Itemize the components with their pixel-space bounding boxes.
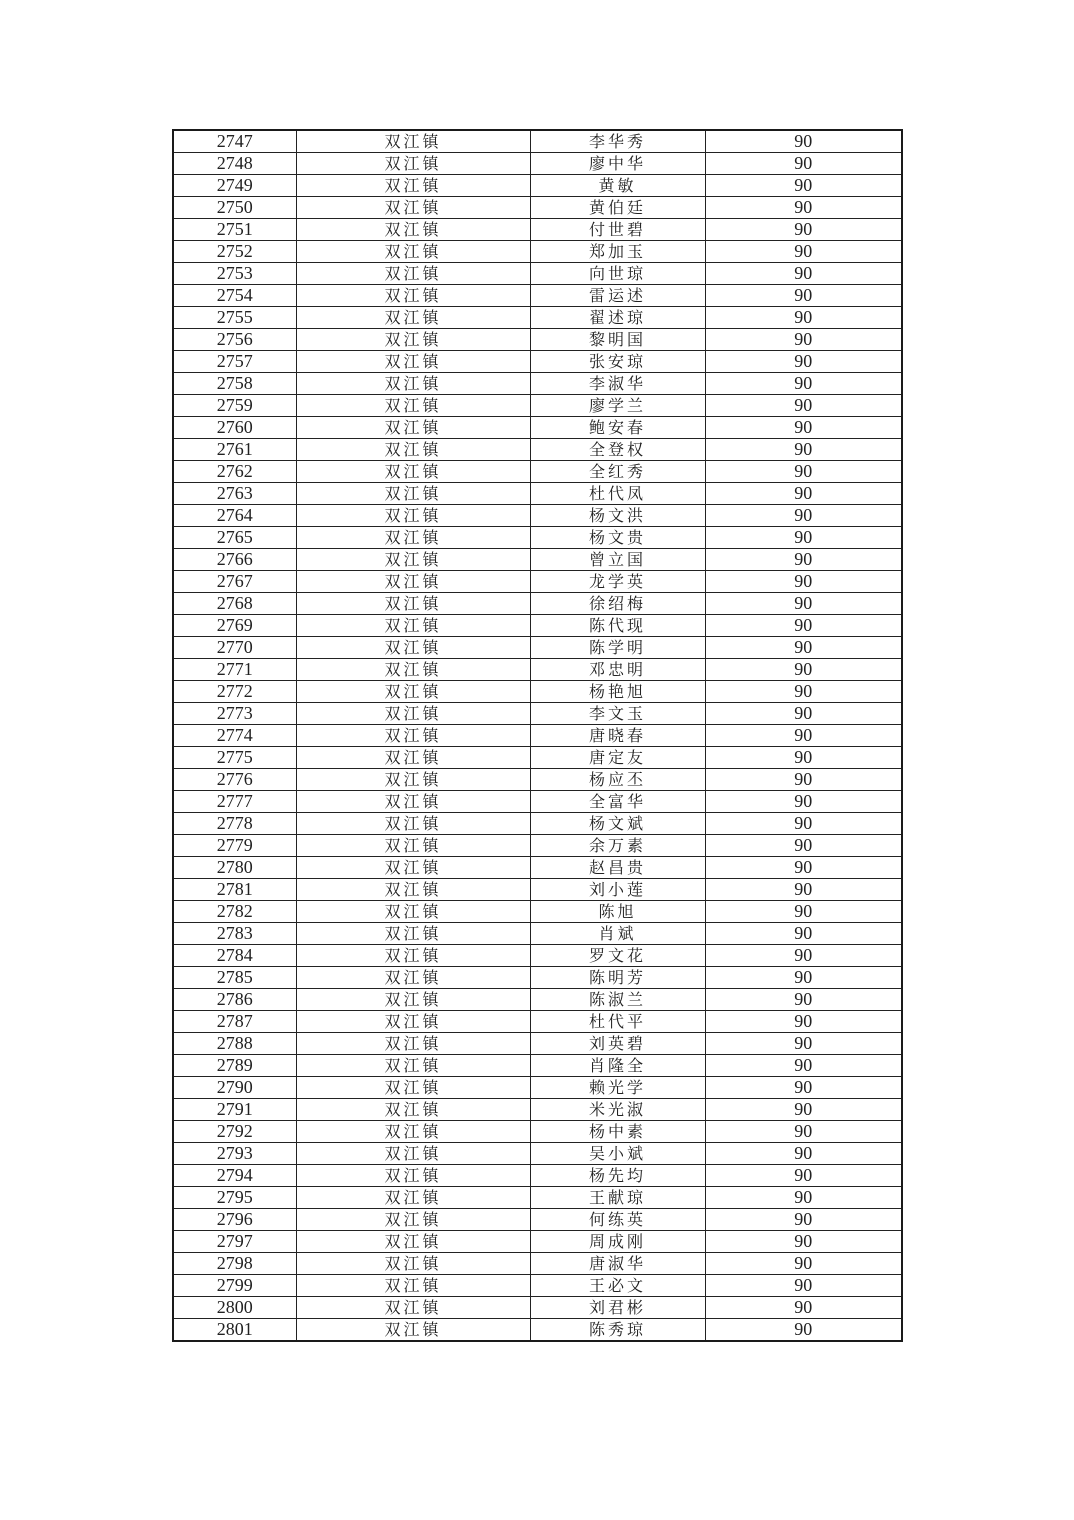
score-cell: 90 [705, 549, 902, 571]
row-number-cell: 2773 [173, 703, 296, 725]
row-number-cell: 2786 [173, 989, 296, 1011]
row-number-cell: 2797 [173, 1231, 296, 1253]
table-row [173, 1209, 902, 1231]
person-name-cell: 郑加玉 [530, 241, 705, 263]
table-row [173, 1165, 902, 1187]
town-cell: 双江镇 [296, 417, 530, 439]
table-row [173, 615, 902, 637]
town-cell: 双江镇 [296, 1253, 530, 1275]
score-cell: 90 [705, 285, 902, 307]
table-row [173, 637, 902, 659]
row-number-cell: 2793 [173, 1143, 296, 1165]
town-cell: 双江镇 [296, 307, 530, 329]
table-row [173, 1253, 902, 1275]
table-row [173, 593, 902, 615]
row-number-cell: 2789 [173, 1055, 296, 1077]
row-number-cell: 2775 [173, 747, 296, 769]
town-cell: 双江镇 [296, 989, 530, 1011]
row-number-cell: 2784 [173, 945, 296, 967]
row-number-cell: 2770 [173, 637, 296, 659]
town-cell: 双江镇 [296, 1165, 530, 1187]
table-row [173, 329, 902, 351]
score-cell: 90 [705, 967, 902, 989]
person-name-cell: 余万素 [530, 835, 705, 857]
score-cell: 90 [705, 307, 902, 329]
row-number-cell: 2782 [173, 901, 296, 923]
score-cell: 90 [705, 1055, 902, 1077]
score-cell: 90 [705, 351, 902, 373]
table-row [173, 461, 902, 483]
person-name-cell: 肖斌 [530, 923, 705, 945]
table-row [173, 1231, 902, 1253]
row-number-cell: 2771 [173, 659, 296, 681]
person-name-cell: 徐绍梅 [530, 593, 705, 615]
town-cell: 双江镇 [296, 549, 530, 571]
row-number-cell: 2756 [173, 329, 296, 351]
town-cell: 双江镇 [296, 197, 530, 219]
town-cell: 双江镇 [296, 1033, 530, 1055]
row-number-cell: 2752 [173, 241, 296, 263]
row-number-cell: 2747 [173, 130, 296, 153]
person-name-cell: 杨艳旭 [530, 681, 705, 703]
town-cell: 双江镇 [296, 461, 530, 483]
table-row [173, 901, 902, 923]
table-row [173, 967, 902, 989]
town-cell: 双江镇 [296, 1297, 530, 1319]
town-cell: 双江镇 [296, 571, 530, 593]
score-cell: 90 [705, 923, 902, 945]
town-cell: 双江镇 [296, 593, 530, 615]
table-row [173, 1033, 902, 1055]
score-cell: 90 [705, 1209, 902, 1231]
row-number-cell: 2751 [173, 219, 296, 241]
town-cell: 双江镇 [296, 219, 530, 241]
town-cell: 双江镇 [296, 813, 530, 835]
person-name-cell: 赵昌贵 [530, 857, 705, 879]
row-number-cell: 2796 [173, 1209, 296, 1231]
person-name-cell: 杨中素 [530, 1121, 705, 1143]
town-cell: 双江镇 [296, 175, 530, 197]
score-cell: 90 [705, 153, 902, 175]
table-row [173, 417, 902, 439]
table-row [173, 219, 902, 241]
town-cell: 双江镇 [296, 747, 530, 769]
score-cell: 90 [705, 769, 902, 791]
row-number-cell: 2785 [173, 967, 296, 989]
score-cell: 90 [705, 1033, 902, 1055]
person-name-cell: 赖光学 [530, 1077, 705, 1099]
town-cell: 双江镇 [296, 967, 530, 989]
row-number-cell: 2765 [173, 527, 296, 549]
row-number-cell: 2757 [173, 351, 296, 373]
score-cell: 90 [705, 835, 902, 857]
table-row [173, 373, 902, 395]
row-number-cell: 2758 [173, 373, 296, 395]
table-row [173, 241, 902, 263]
person-name-cell: 唐定友 [530, 747, 705, 769]
person-name-cell: 周成刚 [530, 1231, 705, 1253]
table-row [173, 263, 902, 285]
town-cell: 双江镇 [296, 1077, 530, 1099]
town-cell: 双江镇 [296, 1187, 530, 1209]
table-row [173, 351, 902, 373]
town-cell: 双江镇 [296, 945, 530, 967]
town-cell: 双江镇 [296, 1319, 530, 1342]
person-name-cell: 杜代平 [530, 1011, 705, 1033]
town-cell: 双江镇 [296, 130, 530, 153]
row-number-cell: 2768 [173, 593, 296, 615]
person-name-cell: 米光淑 [530, 1099, 705, 1121]
table-row [173, 769, 902, 791]
row-number-cell: 2759 [173, 395, 296, 417]
row-number-cell: 2766 [173, 549, 296, 571]
row-number-cell: 2783 [173, 923, 296, 945]
person-name-cell: 付世碧 [530, 219, 705, 241]
row-number-cell: 2779 [173, 835, 296, 857]
person-name-cell: 全登权 [530, 439, 705, 461]
town-cell: 双江镇 [296, 153, 530, 175]
person-name-cell: 龙学英 [530, 571, 705, 593]
person-name-cell: 鲍安春 [530, 417, 705, 439]
score-cell: 90 [705, 197, 902, 219]
table-row [173, 153, 902, 175]
person-name-cell: 王献琼 [530, 1187, 705, 1209]
row-number-cell: 2780 [173, 857, 296, 879]
person-name-cell: 向世琼 [530, 263, 705, 285]
score-cell: 90 [705, 461, 902, 483]
score-cell: 90 [705, 615, 902, 637]
town-cell: 双江镇 [296, 1143, 530, 1165]
town-cell: 双江镇 [296, 241, 530, 263]
person-name-cell: 杨文洪 [530, 505, 705, 527]
table-row [173, 130, 902, 153]
row-number-cell: 2767 [173, 571, 296, 593]
score-cell: 90 [705, 1165, 902, 1187]
table-row [173, 1297, 902, 1319]
person-name-cell: 陈学明 [530, 637, 705, 659]
table-row [173, 439, 902, 461]
score-cell: 90 [705, 791, 902, 813]
table-row [173, 989, 902, 1011]
row-number-cell: 2774 [173, 725, 296, 747]
row-number-cell: 2755 [173, 307, 296, 329]
row-number-cell: 2778 [173, 813, 296, 835]
person-name-cell: 曾立国 [530, 549, 705, 571]
score-cell: 90 [705, 1099, 902, 1121]
score-cell: 90 [705, 175, 902, 197]
score-cell: 90 [705, 681, 902, 703]
person-name-cell: 黄伯廷 [530, 197, 705, 219]
score-cell: 90 [705, 219, 902, 241]
table-row [173, 1275, 902, 1297]
score-cell: 90 [705, 637, 902, 659]
town-cell: 双江镇 [296, 329, 530, 351]
table-row [173, 791, 902, 813]
person-name-cell: 雷运述 [530, 285, 705, 307]
table-row [173, 725, 902, 747]
table-row [173, 659, 902, 681]
row-number-cell: 2772 [173, 681, 296, 703]
row-number-cell: 2761 [173, 439, 296, 461]
score-cell: 90 [705, 417, 902, 439]
table-row [173, 197, 902, 219]
person-name-cell: 全红秀 [530, 461, 705, 483]
score-cell: 90 [705, 527, 902, 549]
row-number-cell: 2790 [173, 1077, 296, 1099]
person-name-cell: 肖隆全 [530, 1055, 705, 1077]
row-number-cell: 2763 [173, 483, 296, 505]
person-name-cell: 黎明国 [530, 329, 705, 351]
table-row [173, 1011, 902, 1033]
person-name-cell: 廖中华 [530, 153, 705, 175]
town-cell: 双江镇 [296, 615, 530, 637]
score-cell: 90 [705, 505, 902, 527]
person-name-cell: 黄敏 [530, 175, 705, 197]
row-number-cell: 2795 [173, 1187, 296, 1209]
row-number-cell: 2750 [173, 197, 296, 219]
person-name-cell: 杨应丕 [530, 769, 705, 791]
row-number-cell: 2798 [173, 1253, 296, 1275]
town-cell: 双江镇 [296, 395, 530, 417]
row-number-cell: 2800 [173, 1297, 296, 1319]
town-cell: 双江镇 [296, 901, 530, 923]
table-row [173, 923, 902, 945]
score-cell: 90 [705, 725, 902, 747]
table-row [173, 483, 902, 505]
table-row [173, 571, 902, 593]
row-number-cell: 2769 [173, 615, 296, 637]
score-cell: 90 [705, 1187, 902, 1209]
row-number-cell: 2749 [173, 175, 296, 197]
table-row [173, 681, 902, 703]
score-cell: 90 [705, 989, 902, 1011]
person-name-cell: 唐淑华 [530, 1253, 705, 1275]
row-number-cell: 2788 [173, 1033, 296, 1055]
score-cell: 90 [705, 945, 902, 967]
row-number-cell: 2781 [173, 879, 296, 901]
score-cell: 90 [705, 1121, 902, 1143]
row-number-cell: 2764 [173, 505, 296, 527]
table-row [173, 857, 902, 879]
table-row [173, 1121, 902, 1143]
town-cell: 双江镇 [296, 835, 530, 857]
person-name-cell: 刘英碧 [530, 1033, 705, 1055]
score-cell: 90 [705, 483, 902, 505]
person-name-cell: 唐晓春 [530, 725, 705, 747]
table-row [173, 527, 902, 549]
table-row [173, 945, 902, 967]
person-name-cell: 陈旭 [530, 901, 705, 923]
table-row [173, 395, 902, 417]
score-cell: 90 [705, 1297, 902, 1319]
table-row [173, 835, 902, 857]
score-cell: 90 [705, 439, 902, 461]
table-row [173, 1319, 902, 1342]
person-name-cell: 何练英 [530, 1209, 705, 1231]
person-name-cell: 李文玉 [530, 703, 705, 725]
score-cell: 90 [705, 1319, 902, 1342]
score-cell: 90 [705, 130, 902, 153]
table-row [173, 505, 902, 527]
town-cell: 双江镇 [296, 285, 530, 307]
person-name-cell: 李华秀 [530, 130, 705, 153]
town-cell: 双江镇 [296, 439, 530, 461]
town-cell: 双江镇 [296, 1055, 530, 1077]
person-name-cell: 陈秀琼 [530, 1319, 705, 1342]
row-number-cell: 2791 [173, 1099, 296, 1121]
score-cell: 90 [705, 593, 902, 615]
score-cell: 90 [705, 263, 902, 285]
town-cell: 双江镇 [296, 1209, 530, 1231]
row-number-cell: 2799 [173, 1275, 296, 1297]
person-name-cell: 陈代现 [530, 615, 705, 637]
row-number-cell: 2753 [173, 263, 296, 285]
town-cell: 双江镇 [296, 769, 530, 791]
person-name-cell: 杨先均 [530, 1165, 705, 1187]
roster-table-body [173, 130, 902, 1341]
table-row [173, 307, 902, 329]
row-number-cell: 2760 [173, 417, 296, 439]
person-name-cell: 李淑华 [530, 373, 705, 395]
person-name-cell: 刘小莲 [530, 879, 705, 901]
score-cell: 90 [705, 373, 902, 395]
table-row [173, 1187, 902, 1209]
score-cell: 90 [705, 703, 902, 725]
score-cell: 90 [705, 395, 902, 417]
town-cell: 双江镇 [296, 1275, 530, 1297]
town-cell: 双江镇 [296, 879, 530, 901]
town-cell: 双江镇 [296, 263, 530, 285]
person-name-cell: 全富华 [530, 791, 705, 813]
score-cell: 90 [705, 1143, 902, 1165]
person-name-cell: 杨文斌 [530, 813, 705, 835]
score-cell: 90 [705, 813, 902, 835]
score-cell: 90 [705, 857, 902, 879]
table-row [173, 549, 902, 571]
person-name-cell: 刘君彬 [530, 1297, 705, 1319]
table-row [173, 1077, 902, 1099]
table-row [173, 1055, 902, 1077]
town-cell: 双江镇 [296, 1011, 530, 1033]
score-cell: 90 [705, 1253, 902, 1275]
table-row [173, 747, 902, 769]
row-number-cell: 2787 [173, 1011, 296, 1033]
score-cell: 90 [705, 1077, 902, 1099]
roster-table [172, 129, 903, 1342]
town-cell: 双江镇 [296, 703, 530, 725]
person-name-cell: 翟述琼 [530, 307, 705, 329]
table-row [173, 813, 902, 835]
person-name-cell: 陈明芳 [530, 967, 705, 989]
score-cell: 90 [705, 329, 902, 351]
row-number-cell: 2777 [173, 791, 296, 813]
town-cell: 双江镇 [296, 923, 530, 945]
person-name-cell: 陈淑兰 [530, 989, 705, 1011]
row-number-cell: 2801 [173, 1319, 296, 1342]
town-cell: 双江镇 [296, 659, 530, 681]
town-cell: 双江镇 [296, 527, 530, 549]
person-name-cell: 邓忠明 [530, 659, 705, 681]
score-cell: 90 [705, 1275, 902, 1297]
score-cell: 90 [705, 747, 902, 769]
row-number-cell: 2754 [173, 285, 296, 307]
town-cell: 双江镇 [296, 857, 530, 879]
table-row [173, 1099, 902, 1121]
town-cell: 双江镇 [296, 483, 530, 505]
town-cell: 双江镇 [296, 505, 530, 527]
town-cell: 双江镇 [296, 791, 530, 813]
score-cell: 90 [705, 901, 902, 923]
row-number-cell: 2748 [173, 153, 296, 175]
town-cell: 双江镇 [296, 681, 530, 703]
person-name-cell: 杜代凤 [530, 483, 705, 505]
score-cell: 90 [705, 1231, 902, 1253]
table-row [173, 175, 902, 197]
person-name-cell: 罗文花 [530, 945, 705, 967]
score-cell: 90 [705, 879, 902, 901]
score-cell: 90 [705, 241, 902, 263]
score-cell: 90 [705, 1011, 902, 1033]
person-name-cell: 张安琼 [530, 351, 705, 373]
town-cell: 双江镇 [296, 1121, 530, 1143]
town-cell: 双江镇 [296, 1099, 530, 1121]
person-name-cell: 廖学兰 [530, 395, 705, 417]
table-row [173, 879, 902, 901]
row-number-cell: 2792 [173, 1121, 296, 1143]
table-row [173, 285, 902, 307]
score-cell: 90 [705, 659, 902, 681]
town-cell: 双江镇 [296, 637, 530, 659]
table-row [173, 1143, 902, 1165]
table-row [173, 703, 902, 725]
row-number-cell: 2776 [173, 769, 296, 791]
person-name-cell: 吴小斌 [530, 1143, 705, 1165]
town-cell: 双江镇 [296, 373, 530, 395]
town-cell: 双江镇 [296, 725, 530, 747]
person-name-cell: 杨文贵 [530, 527, 705, 549]
score-cell: 90 [705, 571, 902, 593]
town-cell: 双江镇 [296, 1231, 530, 1253]
row-number-cell: 2762 [173, 461, 296, 483]
person-name-cell: 王必文 [530, 1275, 705, 1297]
town-cell: 双江镇 [296, 351, 530, 373]
row-number-cell: 2794 [173, 1165, 296, 1187]
